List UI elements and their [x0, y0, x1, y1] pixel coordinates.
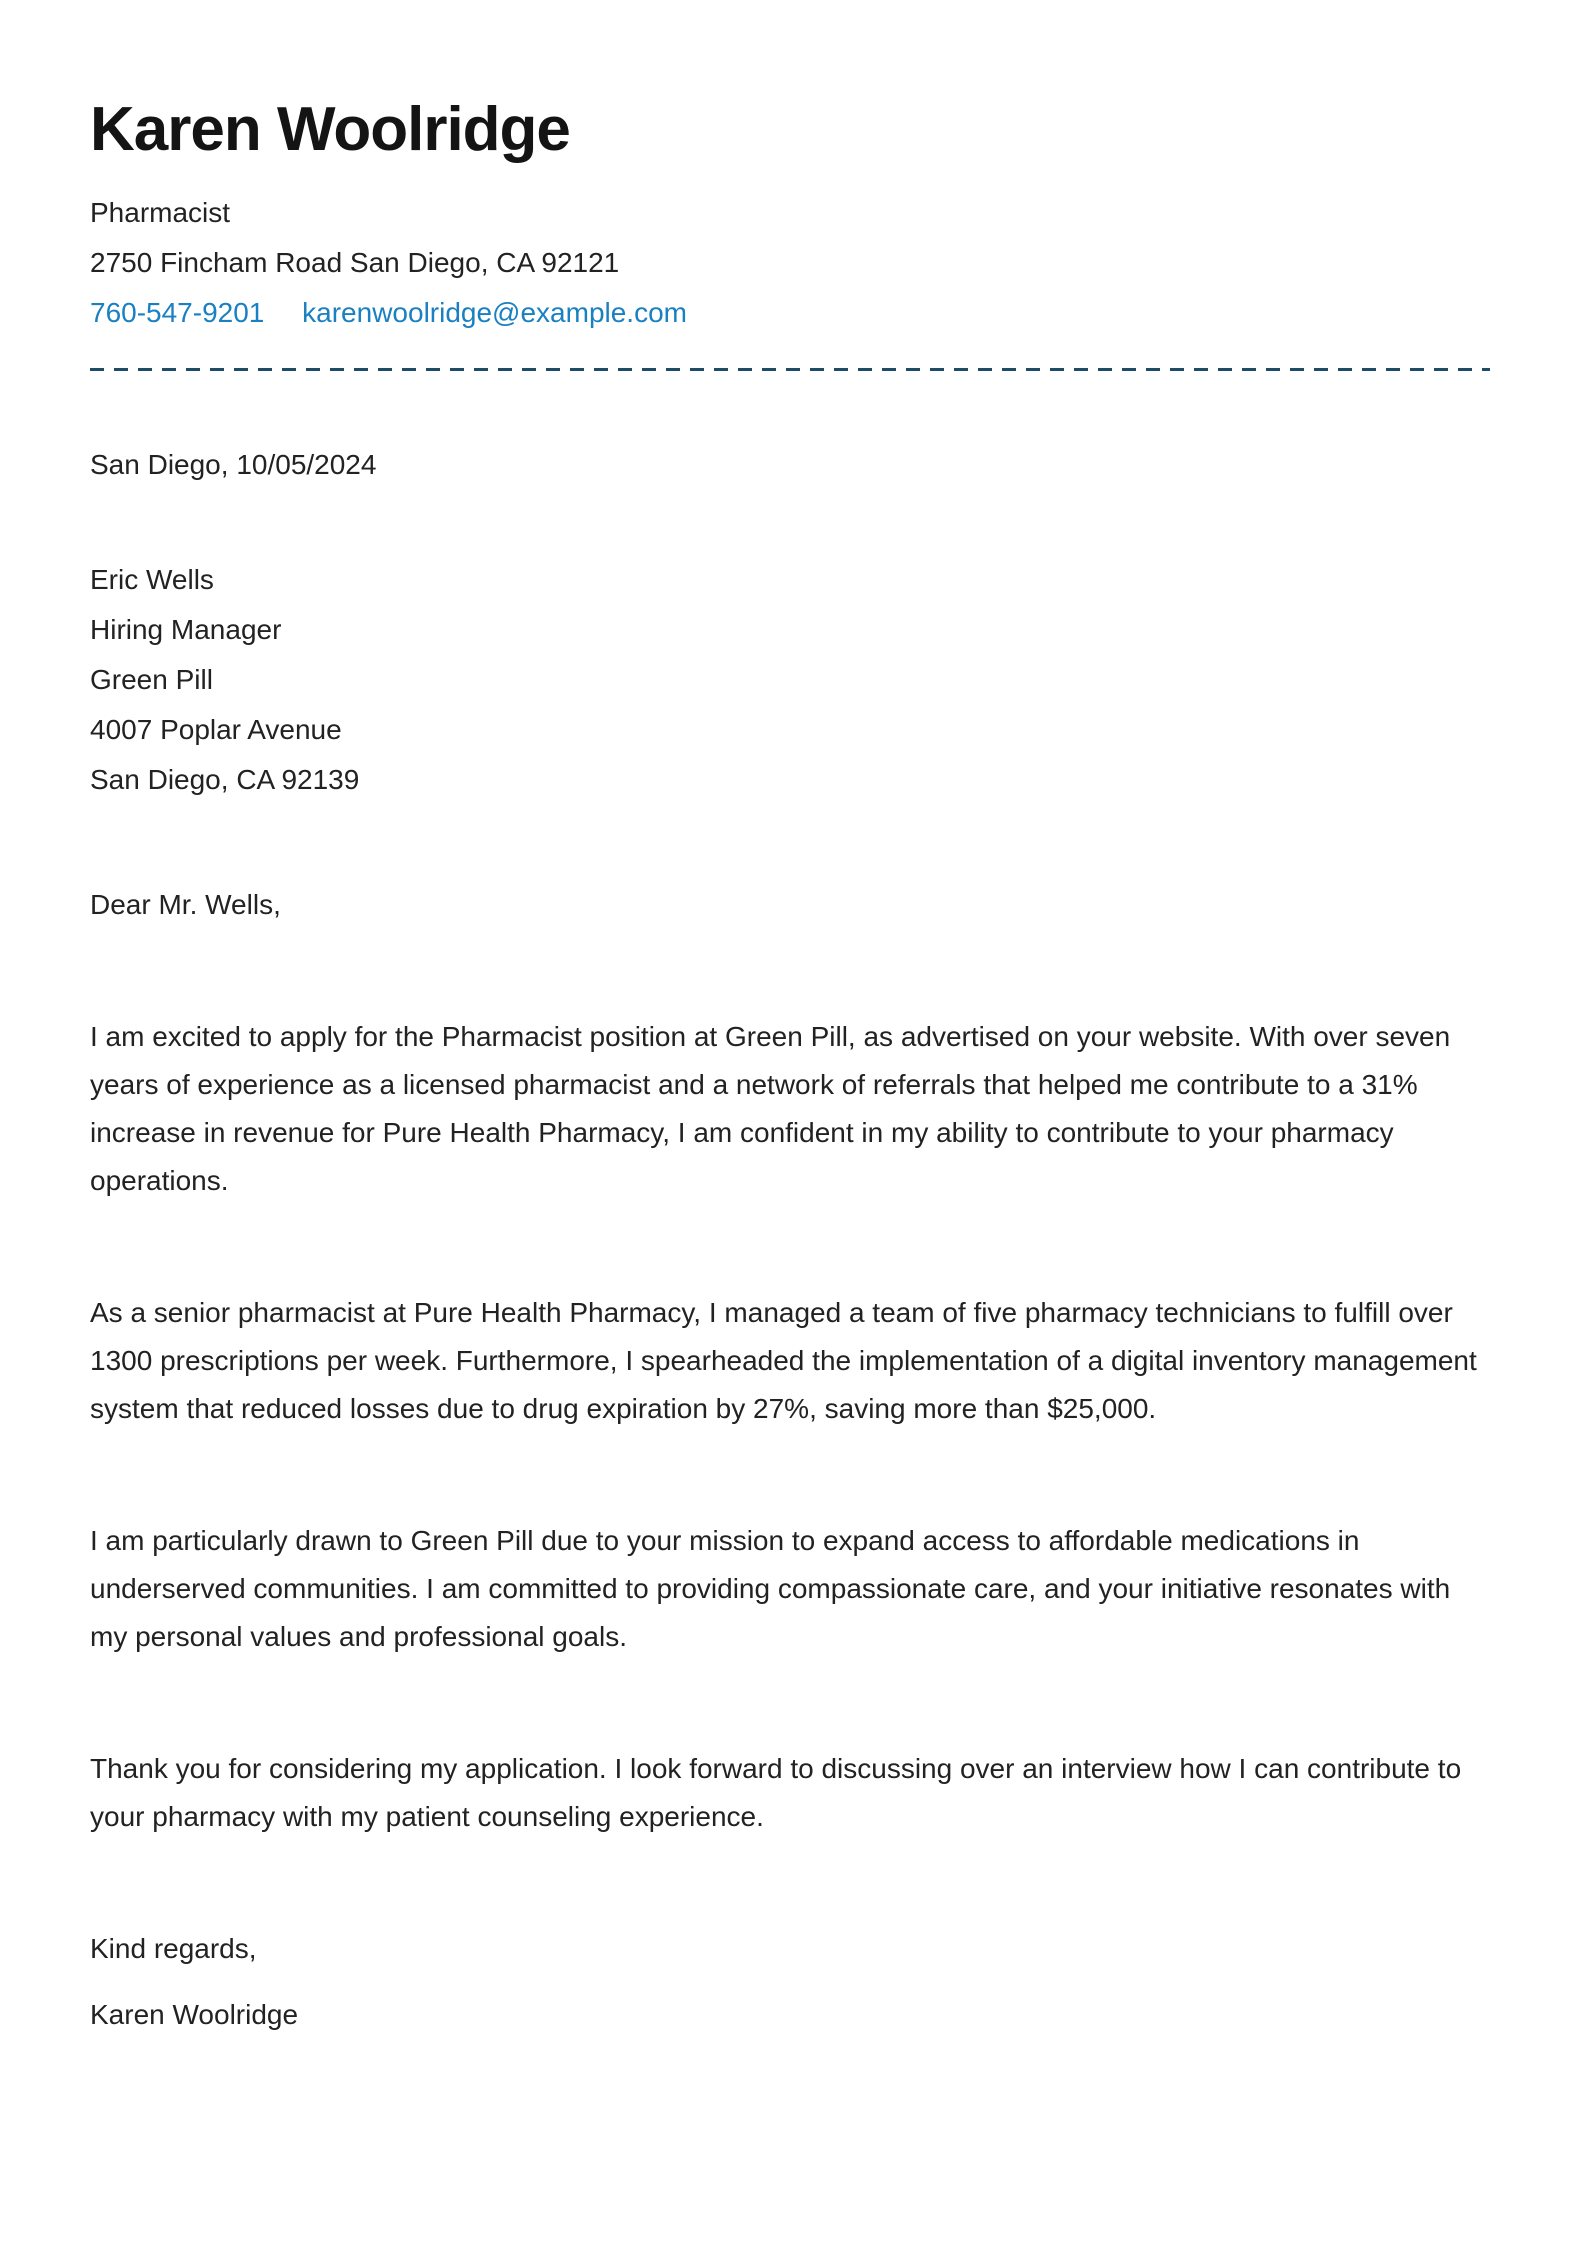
applicant-role: Pharmacist [90, 197, 231, 228]
recipient-street: 4007 Poplar Avenue [90, 714, 342, 745]
recipient-block [90, 555, 1492, 805]
dashed-divider [90, 368, 1490, 371]
signature-name: Karen Woolridge [90, 1999, 299, 2030]
closing-phrase: Kind regards, [90, 1933, 257, 1964]
recipient-title: Hiring Manager [90, 614, 282, 645]
letter-body [90, 441, 1492, 2039]
paragraph-experience: As a senior pharmacist at Pure Health Pharmacy, I managed a team of five pharmacy technicians to fulfill over 1300 prescriptions per week. Furthermore, I spearheaded the implementation of a digital inventory management system that reduced losses due to drug expiration by 27%, saving more than $25,000. [90, 1297, 1477, 1424]
phone-link[interactable]: 760-547-9201 [90, 297, 265, 328]
recipient-company: Green Pill [90, 664, 213, 695]
applicant-name: Karen Woolridge [90, 95, 570, 164]
salutation: Dear Mr. Wells, [90, 889, 281, 920]
recipient-city: San Diego, CA 92139 [90, 764, 360, 795]
email-link[interactable]: karenwoolridge@example.com [302, 297, 687, 328]
paragraph-thanks: Thank you for considering my application. I look forward to discussing over an interview how I can contribute to your pharmacy with my patient counseling experience. [90, 1753, 1462, 1832]
paragraph-intro: I am excited to apply for the Pharmacist position at Green Pill, as advertised on your website. With over seven years of experience as a licensed pharmacist and a network of referrals that helped me contribute to a 31% increase in revenue for Pure Health Pharmacy, I am confident in my ability to contribute to your pharmacy operations. [90, 1021, 1451, 1196]
applicant-address: 2750 Fincham Road San Diego, CA 92121 [90, 247, 620, 278]
paragraph-motivation: I am particularly drawn to Green Pill due to your mission to expand access to affordable medications in underserved communities. I am committed to providing compassionate care, and your initiative resonates with my personal values and professional goals. [90, 1525, 1451, 1652]
contact-line [90, 288, 1492, 338]
letter-header [90, 96, 1492, 371]
recipient-name: Eric Wells [90, 564, 214, 595]
date-line: San Diego, 10/05/2024 [90, 449, 377, 480]
